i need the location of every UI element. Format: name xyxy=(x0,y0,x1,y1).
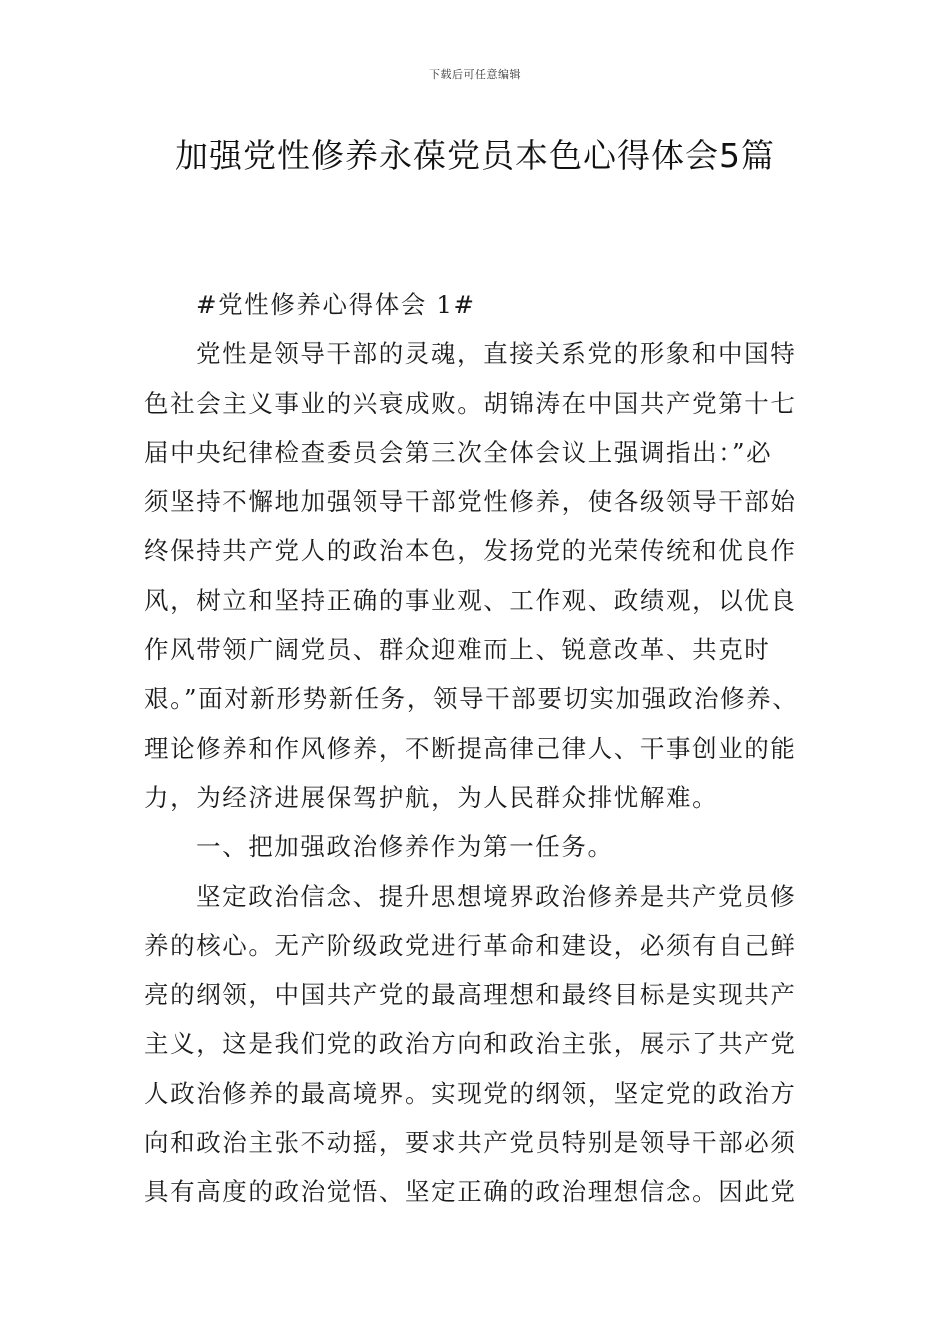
paragraph-line: 力，为经济进展保驾护航，为人民群众排忧解难。 xyxy=(144,782,719,812)
section-heading: #党性修养心得体会 1# xyxy=(196,290,476,319)
header-note: 下载后可任意编辑 xyxy=(429,68,521,81)
paragraph-line: 亮的纲领，中国共产党的最高理想和最终目标是实现共产 xyxy=(144,980,797,1010)
subheading: 一、把加强政治修养作为第一任务。 xyxy=(196,832,614,862)
paragraph-line: 终保持共产党人的政治本色，发扬党的光荣传统和优良作 xyxy=(144,536,797,566)
paragraph-line: 作风带领广阔党员、群众迎难而上、锐意改革、共克时 xyxy=(144,635,771,665)
body-text xyxy=(144,280,814,1217)
paragraph-line: 艰。”面对新形势新任务，领导干部要切实加强政治修养、 xyxy=(144,684,799,714)
paragraph-line: 理论修养和作风修养，不断提高律己律人、干事创业的能 xyxy=(144,733,797,763)
paragraph-line: 届中央纪律检查委员会第三次全体会议上强调指出：”必 xyxy=(144,437,773,467)
paragraph-line: 人政治修养的最高境界。实现党的纲领，坚定党的政治方 xyxy=(144,1078,797,1108)
paragraph-line: 向和政治主张不动摇，要求共产党员特别是领导干部必须 xyxy=(144,1128,797,1158)
paragraph-line: 养的核心。无产阶级政党进行革命和建设，必须有自己鲜 xyxy=(144,930,797,960)
paragraph-line: 风，树立和坚持正确的事业观、工作观、政绩观，以优良 xyxy=(144,585,797,615)
paragraph-line: 具有高度的政治觉悟、坚定正确的政治理想信念。因此党 xyxy=(144,1177,797,1207)
paragraph-line: 党性是领导干部的灵魂，直接关系党的形象和中国特 xyxy=(196,339,797,369)
paragraph-line: 色社会主义事业的兴衰成败。胡锦涛在中国共产党第十七 xyxy=(144,388,797,418)
paragraph-line: 须坚持不懈地加强领导干部党性修养，使各级领导干部始 xyxy=(144,487,797,517)
paragraph-line: 主义，这是我们党的政治方向和政治主张，展示了共产党 xyxy=(144,1029,797,1059)
document-title: 加强党性修养永葆党员本色心得体会5篇 xyxy=(175,136,775,175)
paragraph-line: 坚定政治信念、提升思想境界政治修养是共产党员修 xyxy=(196,881,797,911)
